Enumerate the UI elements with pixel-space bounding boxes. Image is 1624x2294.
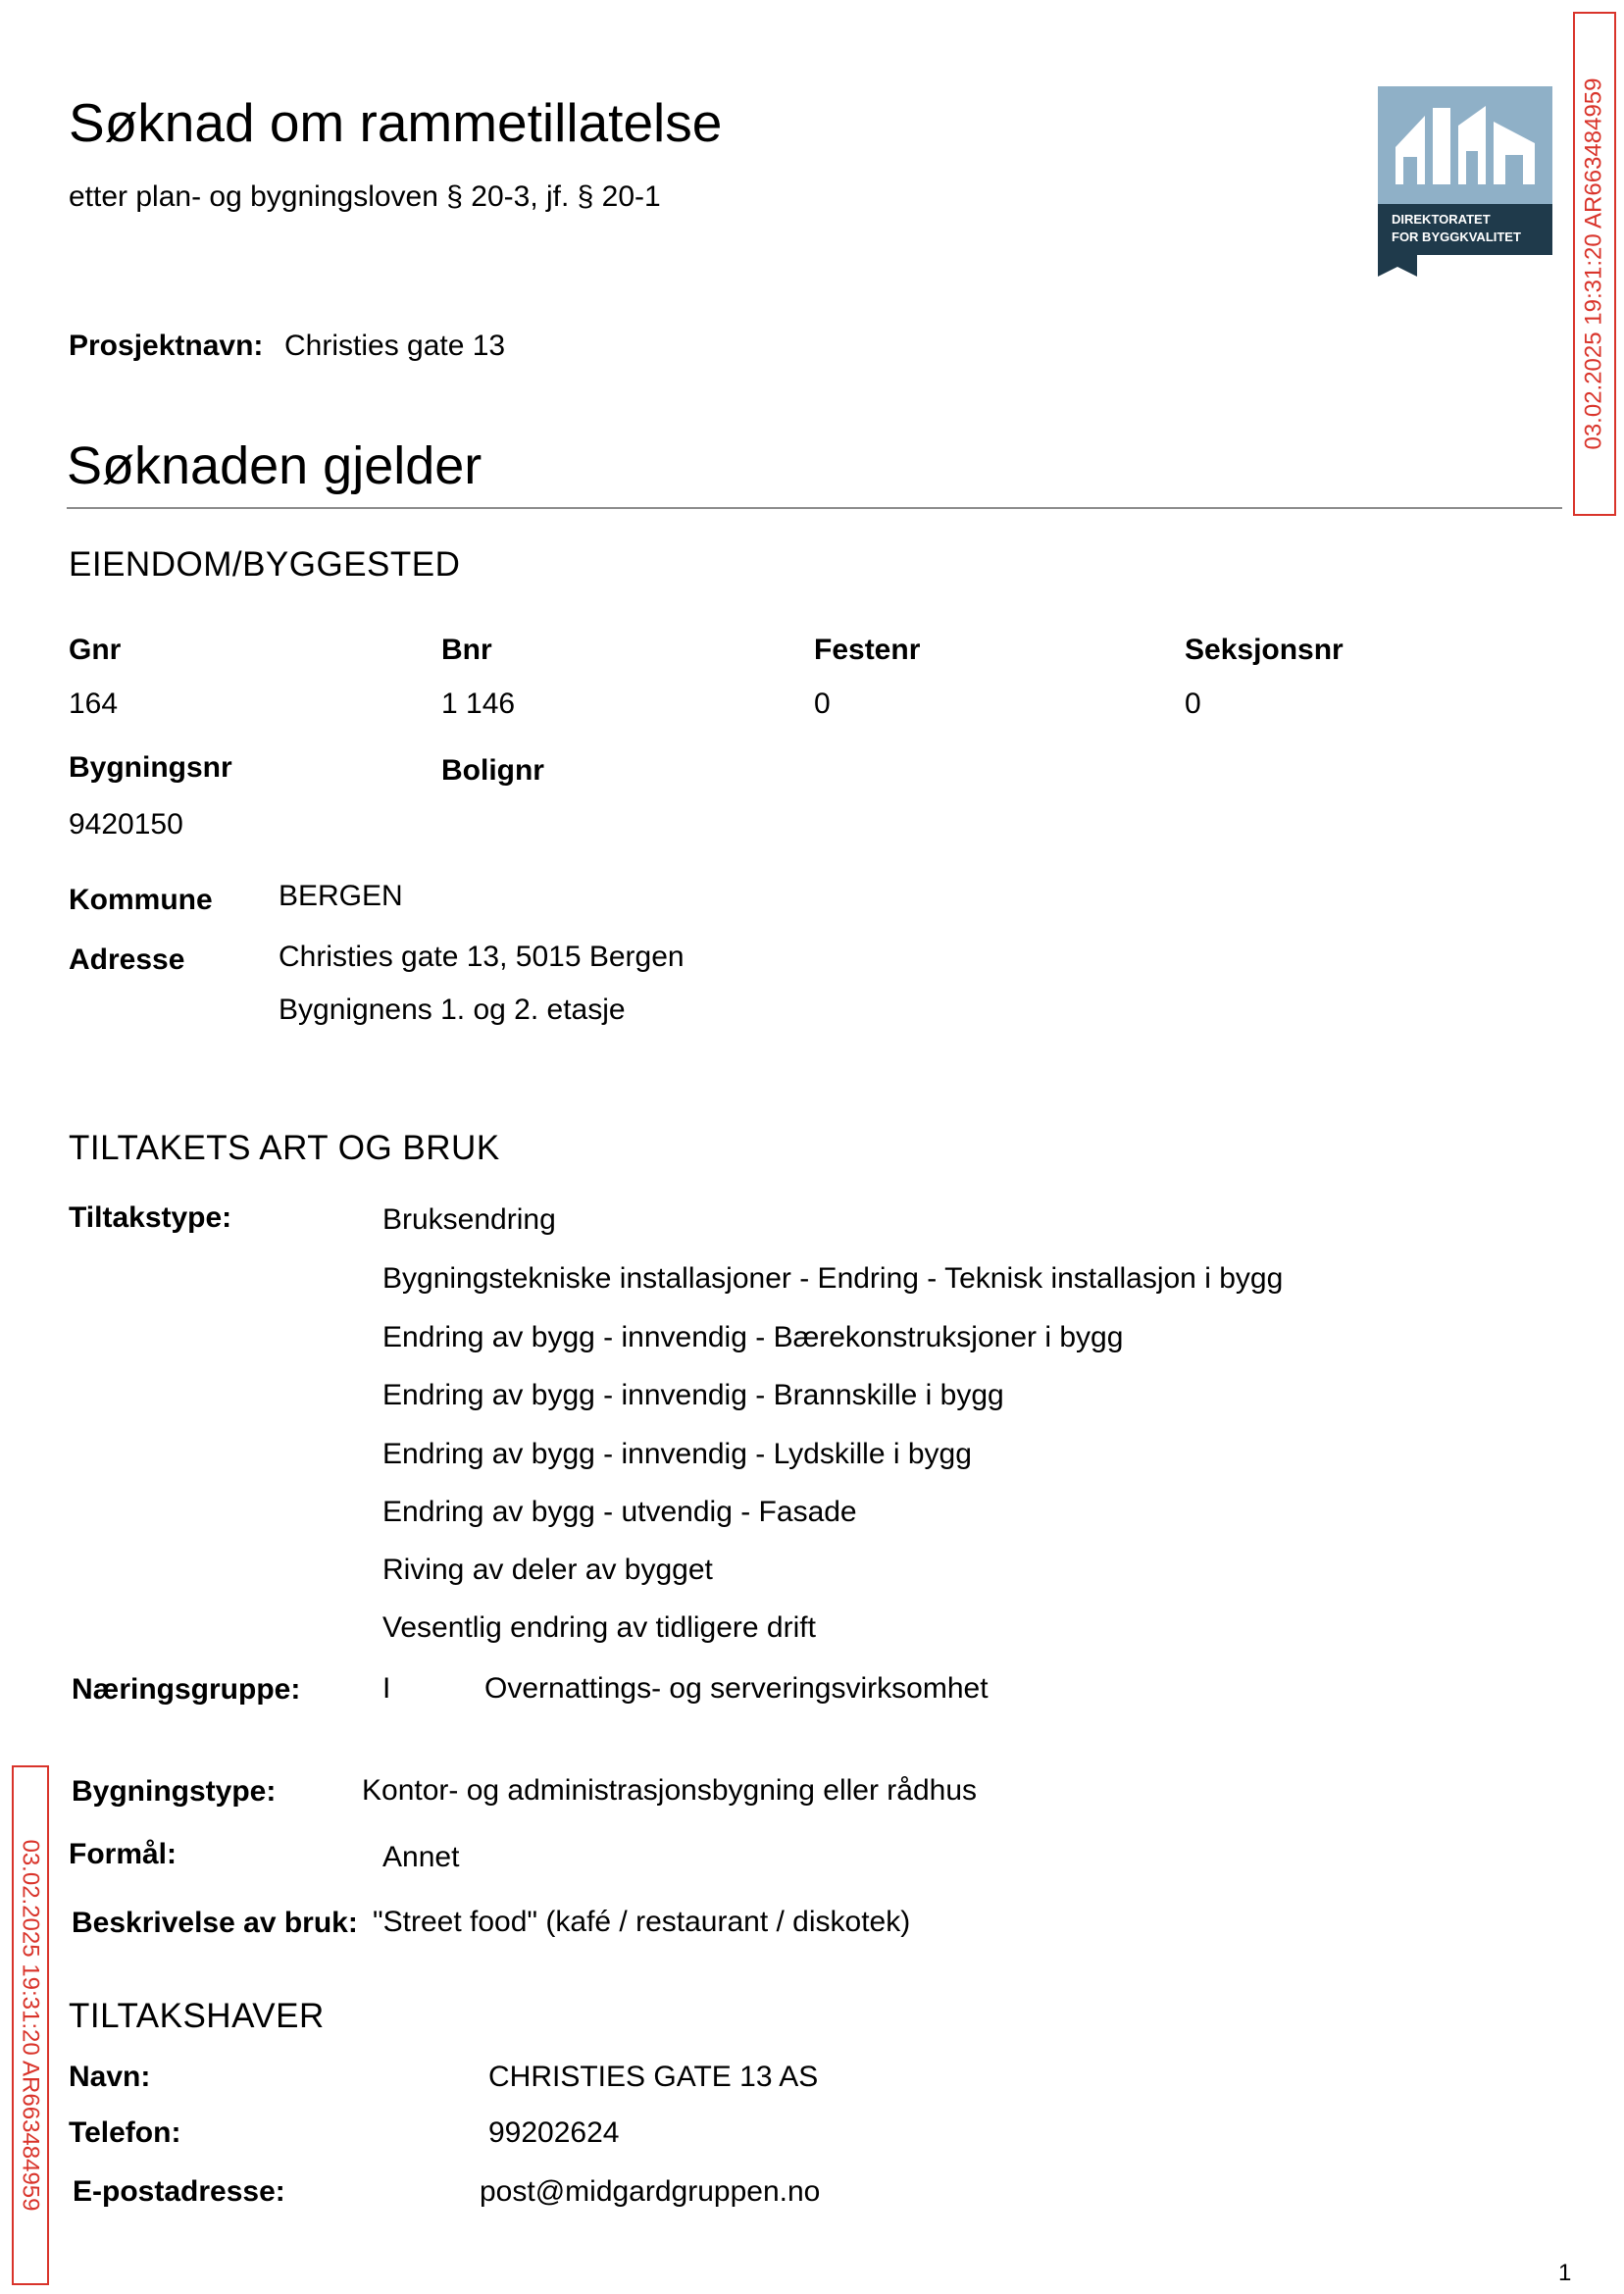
navn-value: CHRISTIES GATE 13 AS <box>488 2061 819 2093</box>
beskrivelse-label: Beskrivelse av bruk: <box>72 1907 358 1939</box>
timestamp-stamp-side-text: 03.02.2025 19:31:20 AR663484959 <box>18 1839 44 2212</box>
kommune-label: Kommune <box>69 884 213 916</box>
navn-label: Navn: <box>69 2061 151 2093</box>
bygningsnr-label: Bygningsnr <box>69 751 232 784</box>
bygningstype-value: Kontor- og administrasjonsbygning eller rådhus <box>362 1774 978 1807</box>
gnr-value: 164 <box>69 688 119 720</box>
logo-text-line2: FOR BYGGKVALITET <box>1392 229 1521 244</box>
kommune-value: BERGEN <box>279 880 403 912</box>
bnr-label: Bnr <box>441 634 492 666</box>
document-subtitle: etter plan- og bygningsloven § 20-3, jf. § 20-1 <box>69 180 661 213</box>
tiltakstype-item: Bygningstekniske installasjoner - Endring - Teknisk installasjon i bygg <box>382 1262 1284 1295</box>
tiltakstype-item: Riving av deler av bygget <box>382 1554 713 1586</box>
telefon-label: Telefon: <box>69 2116 181 2149</box>
tiltakstype-item: Bruksendring <box>382 1203 556 1236</box>
timestamp-stamp-top-text: 03.02.2025 19:31:20 AR663484959 <box>1581 77 1607 450</box>
seksjonsnr-value: 0 <box>1185 688 1201 720</box>
bygningstype-label: Bygningstype: <box>72 1775 277 1808</box>
bygningsnr-value: 9420150 <box>69 808 183 841</box>
epost-value: post@midgardgruppen.no <box>480 2175 821 2208</box>
epost-label: E-postadresse: <box>73 2175 285 2208</box>
project-label: Prosjektnavn: <box>69 330 264 362</box>
document-title: Søknad om rammetillatelse <box>69 92 723 153</box>
heading-divider <box>67 507 1562 509</box>
owner-section-title: TILTAKSHAVER <box>69 1997 325 2035</box>
formaal-label: Formål: <box>69 1838 178 1870</box>
bolignr-label: Bolignr <box>441 754 544 787</box>
timestamp-stamp-top <box>1573 12 1616 516</box>
festenr-label: Festenr <box>814 634 921 666</box>
measure-section-title: TILTAKETS ART OG BRUK <box>69 1129 500 1167</box>
beskrivelse-value: "Street food" (kafé / restaurant / diskotek) <box>373 1906 911 1938</box>
property-section-title: EIENDOM/BYGGESTED <box>69 545 461 584</box>
naeringsgruppe-code: I <box>382 1672 391 1705</box>
naeringsgruppe-value: Overnattings- og serveringsvirksomhet <box>484 1672 989 1705</box>
logo-text-line1: DIREKTORATET <box>1392 212 1491 227</box>
timestamp-stamp-side <box>12 1765 49 2285</box>
festenr-value: 0 <box>814 688 831 720</box>
telefon-value: 99202624 <box>488 2116 620 2149</box>
adresse-label: Adresse <box>69 943 185 976</box>
project-value: Christies gate 13 <box>284 330 506 362</box>
adresse-line2: Bygnignens 1. og 2. etasje <box>279 994 626 1026</box>
page-number: 1 <box>1558 2260 1572 2286</box>
tiltakstype-item: Endring av bygg - utvendig - Fasade <box>382 1496 857 1528</box>
tiltakstype-item: Vesentlig endring av tidligere drift <box>382 1611 816 1644</box>
seksjonsnr-label: Seksjonsnr <box>1185 634 1344 666</box>
tiltakstype-item: Endring av bygg - innvendig - Brannskille i bygg <box>382 1379 1004 1411</box>
formaal-value: Annet <box>382 1841 460 1873</box>
bnr-value: 1 146 <box>441 688 516 720</box>
gnr-label: Gnr <box>69 634 122 666</box>
tiltakstype-item: Endring av bygg - innvendig - Bærekonstruksjoner i bygg <box>382 1321 1124 1353</box>
naeringsgruppe-label: Næringsgruppe: <box>72 1673 301 1706</box>
section-heading: Søknaden gjelder <box>67 436 482 495</box>
adresse-line1: Christies gate 13, 5015 Bergen <box>279 941 685 973</box>
dibk-logo <box>1378 86 1552 277</box>
tiltakstype-label: Tiltakstype: <box>69 1201 232 1234</box>
tiltakstype-item: Endring av bygg - innvendig - Lydskille i bygg <box>382 1438 972 1470</box>
